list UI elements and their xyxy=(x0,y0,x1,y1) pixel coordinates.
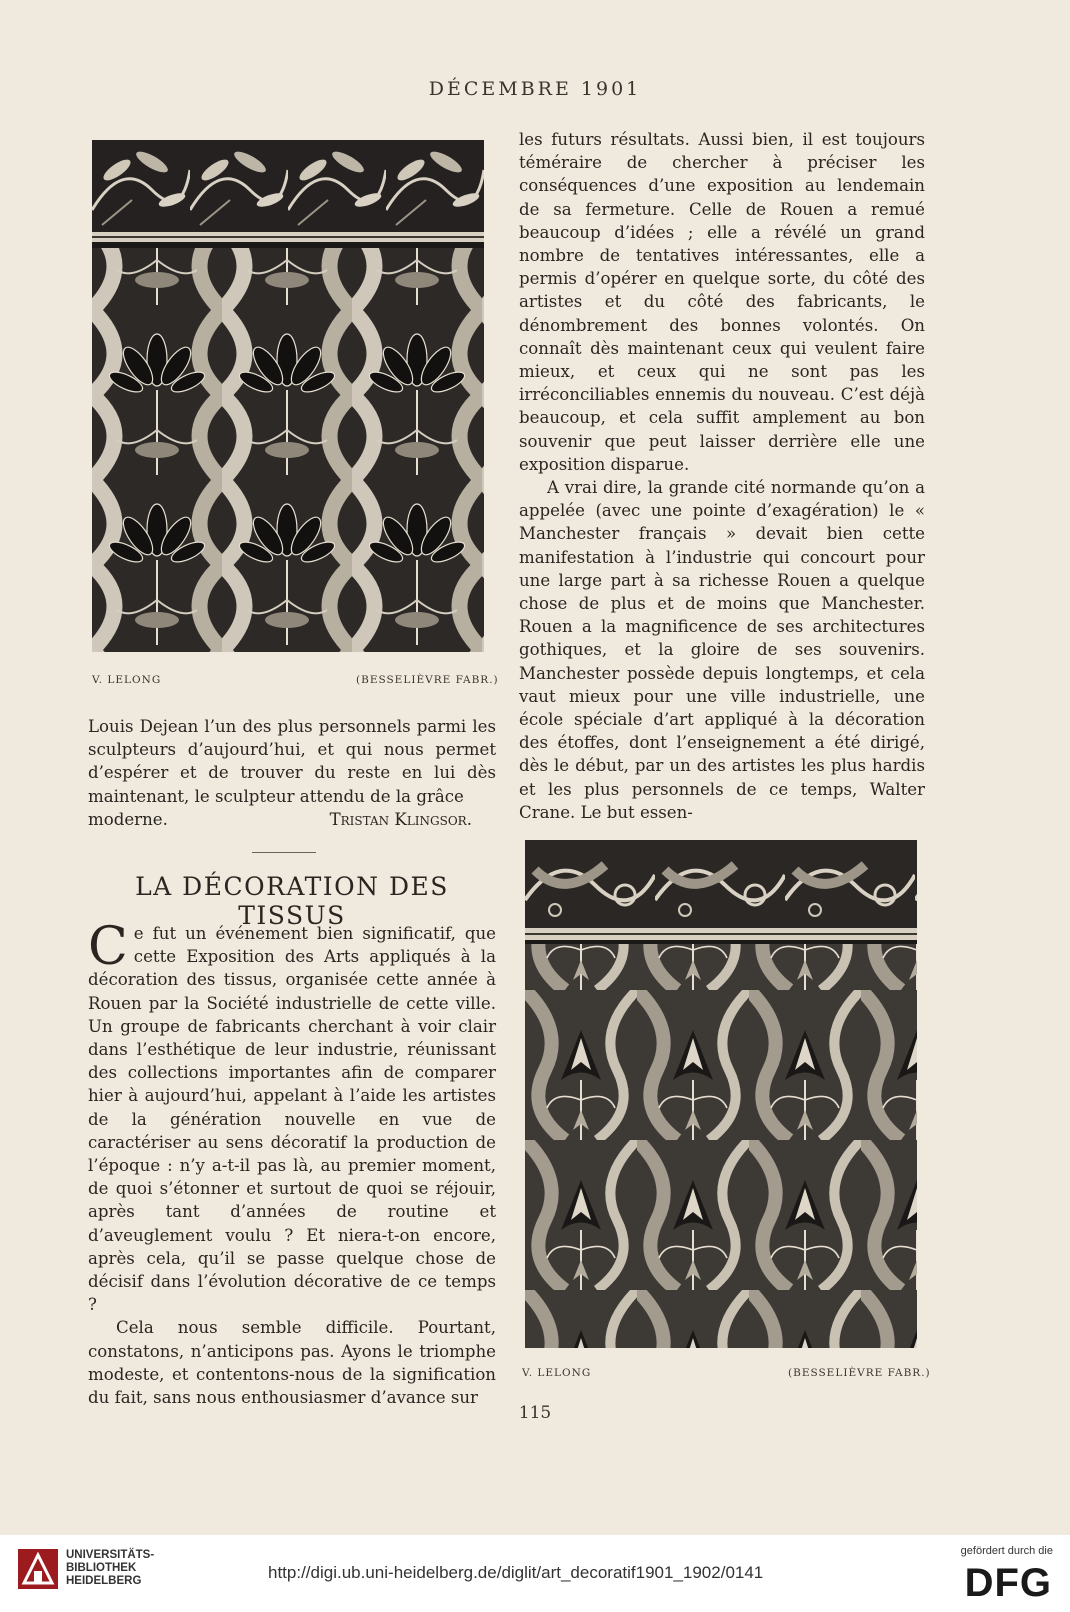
institution-line: HEIDELBERG xyxy=(66,1575,142,1587)
plate-bottom-caption-left: V. LELONG xyxy=(522,1367,592,1379)
fabric-plate-bottom xyxy=(525,840,917,1348)
signature-line xyxy=(88,808,496,831)
section-divider xyxy=(252,852,316,853)
institution-line: UNIVERSITÄTS- xyxy=(66,1549,155,1561)
plate-top-caption-left: V. LELONG xyxy=(92,674,162,686)
fabric-plate-top xyxy=(92,140,484,652)
page-number: 115 xyxy=(518,1403,552,1423)
section-title: LA DÉCORATION DES TISSUS xyxy=(135,872,449,930)
running-head: DÉCEMBRE 1901 xyxy=(428,78,642,100)
right-paragraph-1: les futurs résultats. Aussi bien, il est toujours téméraire de chercher à préciser les conséquences d’une exposition au lendemain de sa fermeture. Celle de Rouen a remué beaucoup d’idées ; elle a révélé un grand nombre de tentatives intéressantes, elle a permis d’opérer en quelque sorte, du côté des artistes et du côté des fabricants, le dénombrement des bonnes volontés. On connaît dès maintenant ceux qui veulent faire mieux, et ceux qui ne sont pas les irréconciliables ennemis du nouveau. C’est déjà beaucoup, et cela suffit amplement au bon souvenir que peut laisser derrière elle une exposition disparue. xyxy=(519,130,925,474)
left-column-continuation xyxy=(88,715,496,831)
author-signature: Tristan Klingsor. xyxy=(329,809,472,829)
plate-top-caption-right: (BESSELIÈVRE FABR.) xyxy=(356,674,499,686)
fabric-pattern-bottom xyxy=(525,840,917,1348)
fabric-pattern-top xyxy=(92,140,484,652)
funder-note: gefördert durch die xyxy=(960,1545,1053,1557)
article-paragraph-1 xyxy=(88,917,496,1316)
article-paragraph-2: Cela nous semble difficile. Pourtant, constatons, n’anticipons pas. Ayons le triomphe modeste, et contentons-nous de la signification du fait, sans nous enthousiasmer d’avance sur xyxy=(88,1318,496,1408)
digitization-footer xyxy=(0,1535,1070,1612)
plate-bottom-caption-right: (BESSELIÈVRE FABR.) xyxy=(788,1367,931,1379)
continuation-paragraph: Louis Dejean l’un des plus personnels parmi les sculpteurs d’aujourd’hui, et qui nous permet d’espérer et de trouver du reste en lui dès maintenant, le sculpteur attendu de la grâce xyxy=(88,717,496,806)
left-column-article xyxy=(88,917,496,1409)
continuation-last-line: moderne. xyxy=(88,809,168,829)
university-seal-icon xyxy=(18,1549,58,1589)
article-paragraph-1-text: e fut un événement bien significatif, que cette Exposition des Arts appliqués à la décoration des tissus, organisée cette année à Rouen par la Société industrielle de cette ville. Un groupe de fabricants cherchant à voir clair dans l’esthétique de leur industrie, réunissant des collections importantes afin de comparer hier à aujourd’hui, appelant à l’aide les artistes de la génération nouvelle en vue de caractériser au sens décoratif la production de l’époque : n’y a-t-il pas là, au premier moment, de quoi s’étonner et surtout de quoi se réjouir, après tant d’années de routine et d’aveuglement voulu ? Et niera-t-on encore, après cela, qu’il se passe quelque chose de décisif dans l’évolution décorative de ce temps ? xyxy=(88,924,496,1315)
right-paragraph-2: A vrai dire, la grande cité normande qu’on a appelée (avec une pointe d’exagération) le « Manchester français » devait bien cette manifestation à l’industrie qui concourt pour une large part à sa richesse Rouen a quelque chose de plus et de moins que Manchester. Rouen a la magnificence de ses architectures gothiques, et la gloire de ses souvenirs. Manchester possède depuis longtemps, et cela vaut mieux pour une ville industrielle, une école spéciale d’art appliqué à la décoration des étoffes, dont l’enseignement a été dirigé, dès le début, par un des artistes les plus hardis et les plus personnels de ce temps, Walter Crane. Le but essen- xyxy=(519,478,925,822)
dfg-logo: DFG xyxy=(964,1561,1052,1605)
institution-line: BIBLIOTHEK xyxy=(66,1562,137,1574)
institution-name xyxy=(66,1549,154,1588)
right-column-text xyxy=(519,128,925,824)
source-url-link[interactable]: http://digi.ub.uni-heidelberg.de/diglit/art_decoratif1901_1902/0141 xyxy=(268,1563,764,1582)
drop-cap: C xyxy=(88,917,128,977)
